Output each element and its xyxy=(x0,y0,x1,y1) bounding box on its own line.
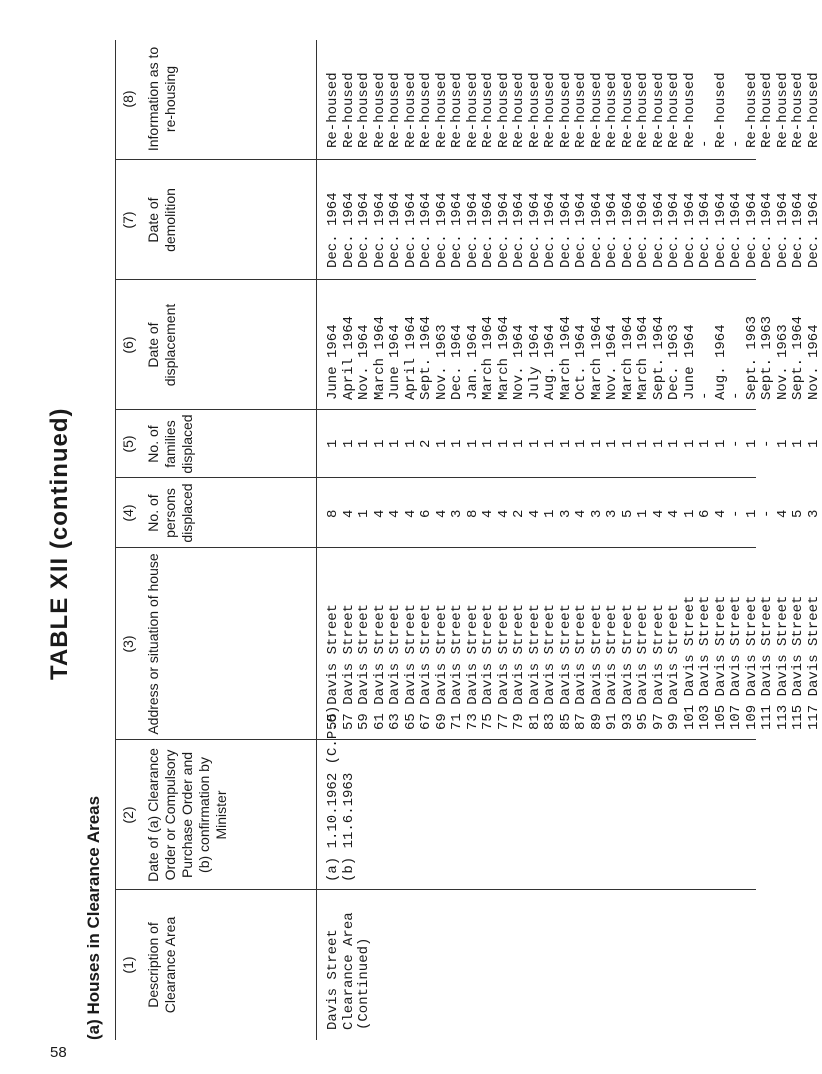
displaced-cell: March 1964 xyxy=(588,315,605,400)
persons-cell: 1 xyxy=(542,509,558,518)
order-dates: (a) 1.10.1962 (C.P.O) (b) 11.6.1963 xyxy=(325,705,357,882)
displaced-cell: March 1964 xyxy=(557,315,574,400)
rehousing-cell: Re-housed xyxy=(387,72,403,148)
persons-cell: 8 xyxy=(325,509,341,518)
rehousing-cell: Re-housed xyxy=(557,72,574,148)
families-cell: 1 xyxy=(712,439,729,448)
demolition-cell: Dec. 1964 xyxy=(356,192,372,268)
displaced-cell: - xyxy=(728,391,744,400)
demolition-cell: Dec. 1964 xyxy=(325,192,341,268)
demolition-cell: Dec. 1964 xyxy=(650,192,667,268)
families-cell: - xyxy=(728,439,744,448)
demolition-cell: Dec. 1964 xyxy=(480,192,496,268)
demolition-cell: Dec. 1964 xyxy=(697,192,713,268)
addr-cell: 83 Davis Street xyxy=(542,603,558,730)
rehousing-cell: Re-housed xyxy=(356,72,372,148)
persons-cell: 1 xyxy=(743,509,760,518)
persons-column xyxy=(326,510,822,518)
addr-cell: 77 Davis Street xyxy=(495,603,512,730)
rehousing-cell: Re-housed xyxy=(464,72,481,148)
displaced-cell: Sept. 1964 xyxy=(790,315,806,400)
families-cell: 1 xyxy=(743,439,760,448)
displaced-cell: March 1964 xyxy=(619,315,636,400)
persons-cell: 4 xyxy=(712,509,729,518)
displaced-cell: Sept. 1963 xyxy=(759,315,775,400)
table-subtitle: (a) Houses in Clearance Areas xyxy=(84,795,103,1040)
col-header-7: (7) Date of demolition xyxy=(120,188,178,252)
addr-cell: 91 Davis Street xyxy=(604,603,620,730)
demolition-cell: Dec. 1964 xyxy=(511,192,527,268)
addr-cell: 73 Davis Street xyxy=(464,603,481,730)
demolition-column xyxy=(326,192,822,268)
addr-cell: 85 Davis Street xyxy=(557,603,574,730)
persons-cell: 3 xyxy=(588,509,605,518)
demolition-cell: Dec. 1964 xyxy=(464,192,481,268)
demolition-cell: Dec. 1964 xyxy=(387,192,403,268)
demolition-cell: Dec. 1964 xyxy=(542,192,558,268)
persons-cell: 4 xyxy=(526,509,543,518)
families-cell: 1 xyxy=(805,439,822,448)
demolition-cell: Dec. 1964 xyxy=(402,192,419,268)
rehousing-cell: Re-housed xyxy=(325,72,341,148)
addr-cell: 95 Davis Street xyxy=(635,603,651,730)
displaced-cell: Nov. 1964 xyxy=(805,324,822,400)
addr-cell: 69 Davis Street xyxy=(433,603,450,730)
addr-cell: 81 Davis Street xyxy=(526,603,543,730)
demolition-cell: Dec. 1964 xyxy=(728,192,744,268)
displaced-cell: Nov. 1964 xyxy=(604,324,620,400)
displaced-cell: March 1964 xyxy=(495,315,512,400)
displaced-cell: Aug. 1964 xyxy=(542,324,558,400)
families-cell: 1 xyxy=(790,439,806,448)
demolition-cell: Dec. 1964 xyxy=(371,192,388,268)
persons-cell: - xyxy=(728,509,744,518)
rehousing-cell: Re-housed xyxy=(790,72,806,148)
demolition-cell: Dec. 1964 xyxy=(743,192,760,268)
addr-cell: 59 Davis Street xyxy=(356,603,372,730)
addr-cell: 89 Davis Street xyxy=(588,603,605,730)
demolition-cell: Dec. 1964 xyxy=(805,192,822,268)
table-title: TABLE XII (continued) xyxy=(46,407,73,680)
families-cell: 1 xyxy=(588,439,605,448)
col-header-3: (3) Address or situation of house xyxy=(120,553,161,735)
addr-cell: 75 Davis Street xyxy=(480,603,496,730)
col-header-2: (2) Date of (a) Clearance Order or Compulsory Purchase Order and (b) confirmation by Minister xyxy=(120,748,229,882)
families-cell: 1 xyxy=(325,439,341,448)
demolition-cell: Dec. 1964 xyxy=(418,192,434,268)
families-cell: 1 xyxy=(542,439,558,448)
families-cell: 1 xyxy=(557,439,574,448)
demolition-cell: Dec. 1964 xyxy=(790,192,806,268)
families-cell: 1 xyxy=(681,439,698,448)
displaced-cell: Oct. 1964 xyxy=(573,324,589,400)
displaced-cell: Jan. 1964 xyxy=(464,324,481,400)
col-header-5: (5) No. of families displaced xyxy=(120,414,195,474)
demolition-cell: Dec. 1964 xyxy=(635,192,651,268)
families-cell: 1 xyxy=(635,439,651,448)
demolition-cell: Dec. 1964 xyxy=(573,192,589,268)
families-cell: 1 xyxy=(480,439,496,448)
displaced-cell: June 1964 xyxy=(387,324,403,400)
persons-cell: 3 xyxy=(805,509,822,518)
addr-cell: 55 Davis Street xyxy=(325,603,341,730)
clearance-table xyxy=(115,40,822,1040)
persons-cell: 1 xyxy=(635,509,651,518)
persons-cell: 4 xyxy=(402,509,419,518)
persons-cell: 4 xyxy=(433,509,450,518)
persons-cell: 6 xyxy=(418,509,434,518)
rehousing-cell: Re-housed xyxy=(480,72,496,148)
persons-cell: 4 xyxy=(387,509,403,518)
addr-cell: 87 Davis Street xyxy=(573,603,589,730)
persons-cell: 8 xyxy=(464,509,481,518)
displaced-cell: Nov. 1964 xyxy=(511,324,527,400)
displaced-cell: March 1964 xyxy=(635,315,651,400)
addr-cell: 57 Davis Street xyxy=(340,603,357,730)
addr-cell: 103 Davis Street xyxy=(697,595,713,730)
displaced-cell: March 1964 xyxy=(371,315,388,400)
families-cell: 1 xyxy=(619,439,636,448)
addr-cell: 63 Davis Street xyxy=(387,603,403,730)
rehousing-cell: Re-housed xyxy=(511,72,527,148)
clearance-area-description: Davis Street Clearance Area (Continued) xyxy=(325,912,372,1030)
addr-cell: 107 Davis Street xyxy=(728,595,744,730)
rehousing-cell: Re-housed xyxy=(433,72,450,148)
addr-cell: 115 Davis Street xyxy=(790,595,806,730)
rehousing-cell: Re-housed xyxy=(604,72,620,148)
persons-cell: 6 xyxy=(697,509,713,518)
families-cell: - xyxy=(759,439,775,448)
persons-cell: 3 xyxy=(449,509,465,518)
displaced-cell: Sept. 1964 xyxy=(418,315,434,400)
addr-cell: 93 Davis Street xyxy=(619,603,636,730)
persons-cell: 2 xyxy=(511,509,527,518)
addr-cell: 79 Davis Street xyxy=(511,603,527,730)
persons-cell: 4 xyxy=(340,509,357,518)
addr-cell: 71 Davis Street xyxy=(449,603,465,730)
demolition-cell: Dec. 1964 xyxy=(495,192,512,268)
persons-cell: 4 xyxy=(650,509,667,518)
families-cell: 1 xyxy=(526,439,543,448)
rehousing-cell: Re-housed xyxy=(402,72,419,148)
displaced-cell: April 1964 xyxy=(402,315,419,400)
persons-cell: 4 xyxy=(573,509,589,518)
families-cell: 1 xyxy=(666,439,682,448)
families-cell: 1 xyxy=(495,439,512,448)
families-cell: 1 xyxy=(464,439,481,448)
persons-cell: 3 xyxy=(557,509,574,518)
rehousing-cell: Re-housed xyxy=(759,72,775,148)
demolition-cell: Dec. 1964 xyxy=(340,192,357,268)
col-header-4: (4) No. of persons displaced xyxy=(120,483,195,543)
displaced-cell: Sept. 1963 xyxy=(743,315,760,400)
rehousing-cell: Re-housed xyxy=(542,72,558,148)
addr-cell: 105 Davis Street xyxy=(712,595,729,730)
col-header-8: (8) Information as to re-housing xyxy=(120,46,178,152)
rehousing-cell: Re-housed xyxy=(588,72,605,148)
displaced-cell: Nov. 1963 xyxy=(433,324,450,400)
addr-cell: 65 Davis Street xyxy=(402,603,419,730)
persons-cell: 4 xyxy=(371,509,388,518)
demolition-cell: Dec. 1964 xyxy=(681,192,698,268)
col-header-6: (6) Date of displacement xyxy=(120,303,178,387)
rehousing-cell: Re-housed xyxy=(418,72,434,148)
rehousing-cell: Re-housed xyxy=(371,72,388,148)
displaced-cell: June 1964 xyxy=(681,324,698,400)
families-cell: 1 xyxy=(697,439,713,448)
demolition-cell: Dec. 1964 xyxy=(759,192,775,268)
persons-cell: 4 xyxy=(480,509,496,518)
rehousing-cell: Re-housed xyxy=(526,72,543,148)
addr-cell: 97 Davis Street xyxy=(650,603,667,730)
rotated-table-page xyxy=(40,40,822,1040)
rehousing-cell: Re-housed xyxy=(743,72,760,148)
demolition-cell: Dec. 1964 xyxy=(604,192,620,268)
families-cell: 1 xyxy=(387,439,403,448)
addr-cell: 117 Davis Street xyxy=(805,595,822,730)
persons-cell: 5 xyxy=(619,509,636,518)
addr-cell: 113 Davis Street xyxy=(774,595,791,730)
displaced-cell: Nov. 1963 xyxy=(774,324,791,400)
displaced-cell: April 1964 xyxy=(340,315,357,400)
page-number: 58 xyxy=(50,1044,67,1061)
displacement-column xyxy=(326,316,822,400)
families-cell: 1 xyxy=(604,439,620,448)
families-cell: 1 xyxy=(371,439,388,448)
rehousing-cell: Re-housed xyxy=(650,72,667,148)
displaced-cell: Nov. 1964 xyxy=(356,324,372,400)
families-cell: 1 xyxy=(650,439,667,448)
col-header-1: (1) Description of Clearance Area xyxy=(120,916,178,1014)
persons-cell: 3 xyxy=(604,509,620,518)
persons-cell: 5 xyxy=(790,509,806,518)
persons-cell: 1 xyxy=(681,509,698,518)
rehousing-cell: Re-housed xyxy=(681,72,698,148)
demolition-cell: Dec. 1964 xyxy=(526,192,543,268)
persons-cell: - xyxy=(759,509,775,518)
displaced-cell: Dec. 1963 xyxy=(666,324,682,400)
rehousing-cell: Re-housed xyxy=(449,72,465,148)
rehousing-cell: Re-housed xyxy=(774,72,791,148)
families-cell: 1 xyxy=(774,439,791,448)
families-column xyxy=(326,440,822,448)
displaced-cell: Sept. 1964 xyxy=(650,315,667,400)
rehousing-cell: Re-housed xyxy=(573,72,589,148)
persons-cell: 4 xyxy=(666,509,682,518)
rehousing-cell: Re-housed xyxy=(619,72,636,148)
address-column xyxy=(326,596,822,730)
families-cell: 1 xyxy=(511,439,527,448)
demolition-cell: Dec. 1964 xyxy=(774,192,791,268)
families-cell: 1 xyxy=(573,439,589,448)
demolition-cell: Dec. 1964 xyxy=(449,192,465,268)
persons-cell: 4 xyxy=(774,509,791,518)
rehousing-cell: - xyxy=(728,139,744,148)
families-cell: 1 xyxy=(356,439,372,448)
demolition-cell: Dec. 1964 xyxy=(433,192,450,268)
rehousing-cell: - xyxy=(697,139,713,148)
displaced-cell: Dec. 1964 xyxy=(449,324,465,400)
demolition-cell: Dec. 1964 xyxy=(619,192,636,268)
displaced-cell: - xyxy=(697,391,713,400)
rehousing-cell: Re-housed xyxy=(712,72,729,148)
demolition-cell: Dec. 1964 xyxy=(588,192,605,268)
rehousing-column xyxy=(326,72,822,148)
families-cell: 2 xyxy=(418,439,434,448)
addr-cell: 99 Davis Street xyxy=(666,603,682,730)
rehousing-cell: Re-housed xyxy=(635,72,651,148)
addr-cell: 61 Davis Street xyxy=(371,603,388,730)
addr-cell: 101 Davis Street xyxy=(681,595,698,730)
families-cell: 1 xyxy=(340,439,357,448)
persons-cell: 4 xyxy=(495,509,512,518)
demolition-cell: Dec. 1964 xyxy=(666,192,682,268)
addr-cell: 111 Davis Street xyxy=(759,595,775,730)
displaced-cell: June 1964 xyxy=(325,324,341,400)
demolition-cell: Dec. 1964 xyxy=(712,192,729,268)
rehousing-cell: Re-housed xyxy=(495,72,512,148)
families-cell: 1 xyxy=(449,439,465,448)
addr-cell: 109 Davis Street xyxy=(743,595,760,730)
rehousing-cell: Re-housed xyxy=(805,72,822,148)
demolition-cell: Dec. 1964 xyxy=(557,192,574,268)
families-cell: 1 xyxy=(402,439,419,448)
displaced-cell: July 1964 xyxy=(526,324,543,400)
addr-cell: 67 Davis Street xyxy=(418,603,434,730)
rehousing-cell: Re-housed xyxy=(666,72,682,148)
rehousing-cell: Re-housed xyxy=(340,72,357,148)
families-cell: 1 xyxy=(433,439,450,448)
displaced-cell: Aug. 1964 xyxy=(712,324,729,400)
displaced-cell: March 1964 xyxy=(480,315,496,400)
persons-cell: 1 xyxy=(356,509,372,518)
